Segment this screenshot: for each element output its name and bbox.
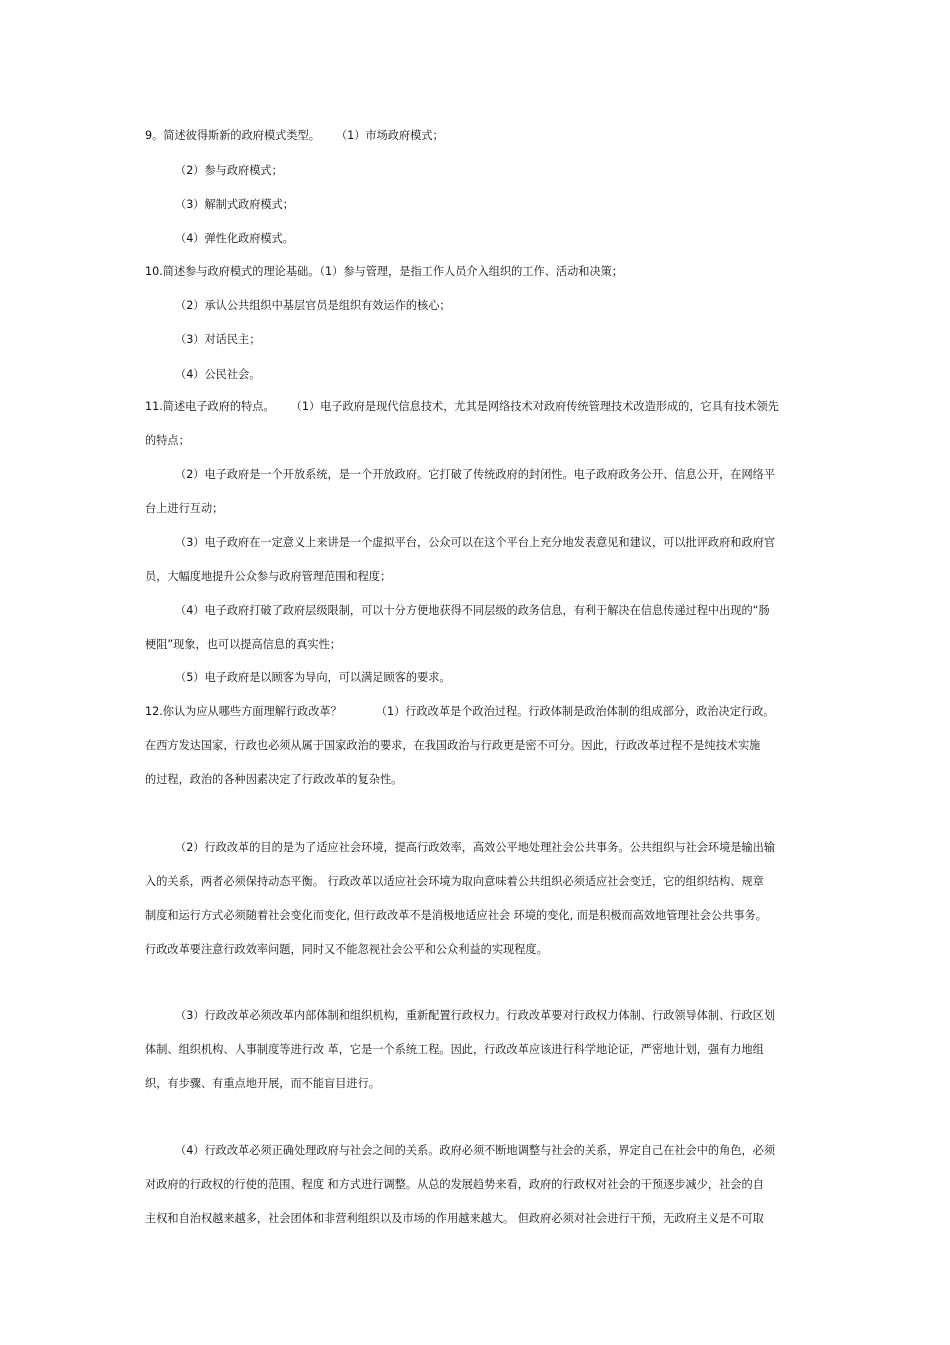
q12-para-4-line-3: 主权和自治权越来越多，社会团体和非营利组织以及市场的作用越来越大。 但政府必须对社会进行干预，无政府主义是不可取 (145, 1212, 764, 1225)
q10-line (145, 264, 815, 280)
q10-answer-4: （4）公民社会。 (175, 368, 261, 381)
q9-title: 9。简述彼得斯新的政府模式类型。 (145, 129, 320, 142)
q11-answer-1-line-1: （1）电子政府是现代信息技术，尤其是网络技术对政府传统管理技术改造形成的，它具有技术领先 (290, 400, 779, 413)
q12-para-1-line-3: 的过程，政治的各种因素决定了行政改革的复杂性。 (145, 773, 403, 786)
q12-line (145, 704, 815, 720)
q12-para-4-line-2: 对政府的行政权的行使的范围、程度 和方式进行调整。从总的发展趋势来看，政府的行政权对社会的干预逐步减少，社会的自 (145, 1178, 764, 1191)
q9-line (145, 128, 815, 144)
q12-para-4-line-1: （4）行政改革必须正确处理政府与社会之间的关系。政府必须不断地调整与社会的关系，界定自己在社会中的角色，必须 (175, 1144, 776, 1157)
q11-answer-1-line-2: 的特点； (145, 434, 190, 447)
q12-para-2-line-2: 入的关系，两者必须保持动态平衡。 行政改革以适应社会环境为取向意味着公共组织必须适应社会变迁，它的组织结构、规章 (145, 875, 764, 888)
q12-para-3-line-2: 体制、组织机构、人事制度等进行改 革，它是一个系统工程。因此，行政改革应该进行科学地论证，严密地计划，强有力地组 (145, 1043, 764, 1056)
q10-title: 10.简述参与政府模式的理论基础。 (145, 265, 320, 278)
q10-answer-3: （3）对话民主； (175, 333, 261, 346)
q11-answer-4-line-1: （4）电子政府打破了政府层级限制，可以十分方便地获得不同层级的政务信息，有利于解决在信息传递过程中出现的“肠 (175, 604, 770, 617)
q11-title: 11.简述电子政府的特点。 (145, 400, 275, 413)
q12-para-2-line-3: 制度和运行方式必须随着社会变化而变化, 但行政改革不是消极地适应社会 环境的变化, 而是积极而高效地管理社会公共事务。 (145, 909, 767, 922)
q12-para-1-line-1: （1）行政改革是个政治过程。行政体制是政治体制的组成部分，政治决定行政。 (375, 705, 775, 718)
q12-para-2-line-4: 行政改革要注意行政效率问题，同时又不能忽视社会公平和公众利益的实现程度。 (145, 943, 548, 956)
q12-para-2-line-1: （2）行政改革的目的是为了适应社会环境，提高行政效率，高效公平地处理社会公共事务。公共组织与社会环境是输出输 (175, 841, 776, 854)
q12-para-3-line-3: 织，有步骤、有重点地开展，而不能盲目进行。 (145, 1077, 380, 1090)
q11-line (145, 399, 815, 415)
q9-answer-2: （2）参与政府模式； (175, 164, 283, 177)
q9-answer-1: （1）市场政府模式； (335, 129, 444, 142)
q12-title: 12.你认为应从哪些方面理解行政改革？ (145, 705, 342, 718)
q10-answer-2: （2）承认公共组织中基层官员是组织有效运作的核心； (175, 299, 451, 312)
q12-para-3-line-1: （3）行政改革必须改革内部体制和组织机构，重新配置行政权力。行政改革要对行政权力体制、行政领导体制、行政区划 (175, 1009, 776, 1022)
q11-answer-3-line-1: （3）电子政府在一定意义上来讲是一个虚拟平台，公众可以在这个平台上充分地发表意见和建议，可以批评政府和政府官 (175, 536, 776, 549)
q10-answer-1: （1）参与管理，是指工作人员介入组织的工作、活动和决策； (319, 265, 624, 278)
q9-answer-4: （4）弹性化政府模式。 (175, 232, 294, 245)
q11-answer-4-line-2: 梗阻”现象，也可以提高信息的真实性； (145, 638, 341, 651)
q9-answer-3: （3）解制式政府模式； (175, 198, 294, 211)
q11-answer-3-line-2: 员，大幅度地提升公众参与政府管理范围和程度； (145, 570, 392, 583)
q11-answer-2-line-2: 台上进行互动； (145, 502, 224, 515)
q11-answer-5: （5）电子政府是以顾客为导向，可以满足顾客的要求。 (175, 671, 451, 684)
q11-answer-2-line-1: （2）电子政府是一个开放系统，是一个开放政府。它打破了传统政府的封闭性。电子政府政务公开、信息公开，在网络平 (175, 468, 776, 481)
q12-para-1-line-2: 在西方发达国家，行政也必须从属于国家政治的要求，在我国政治与行政更是密不可分。因此，行政改革过程不是纯技术实施 (145, 739, 761, 752)
